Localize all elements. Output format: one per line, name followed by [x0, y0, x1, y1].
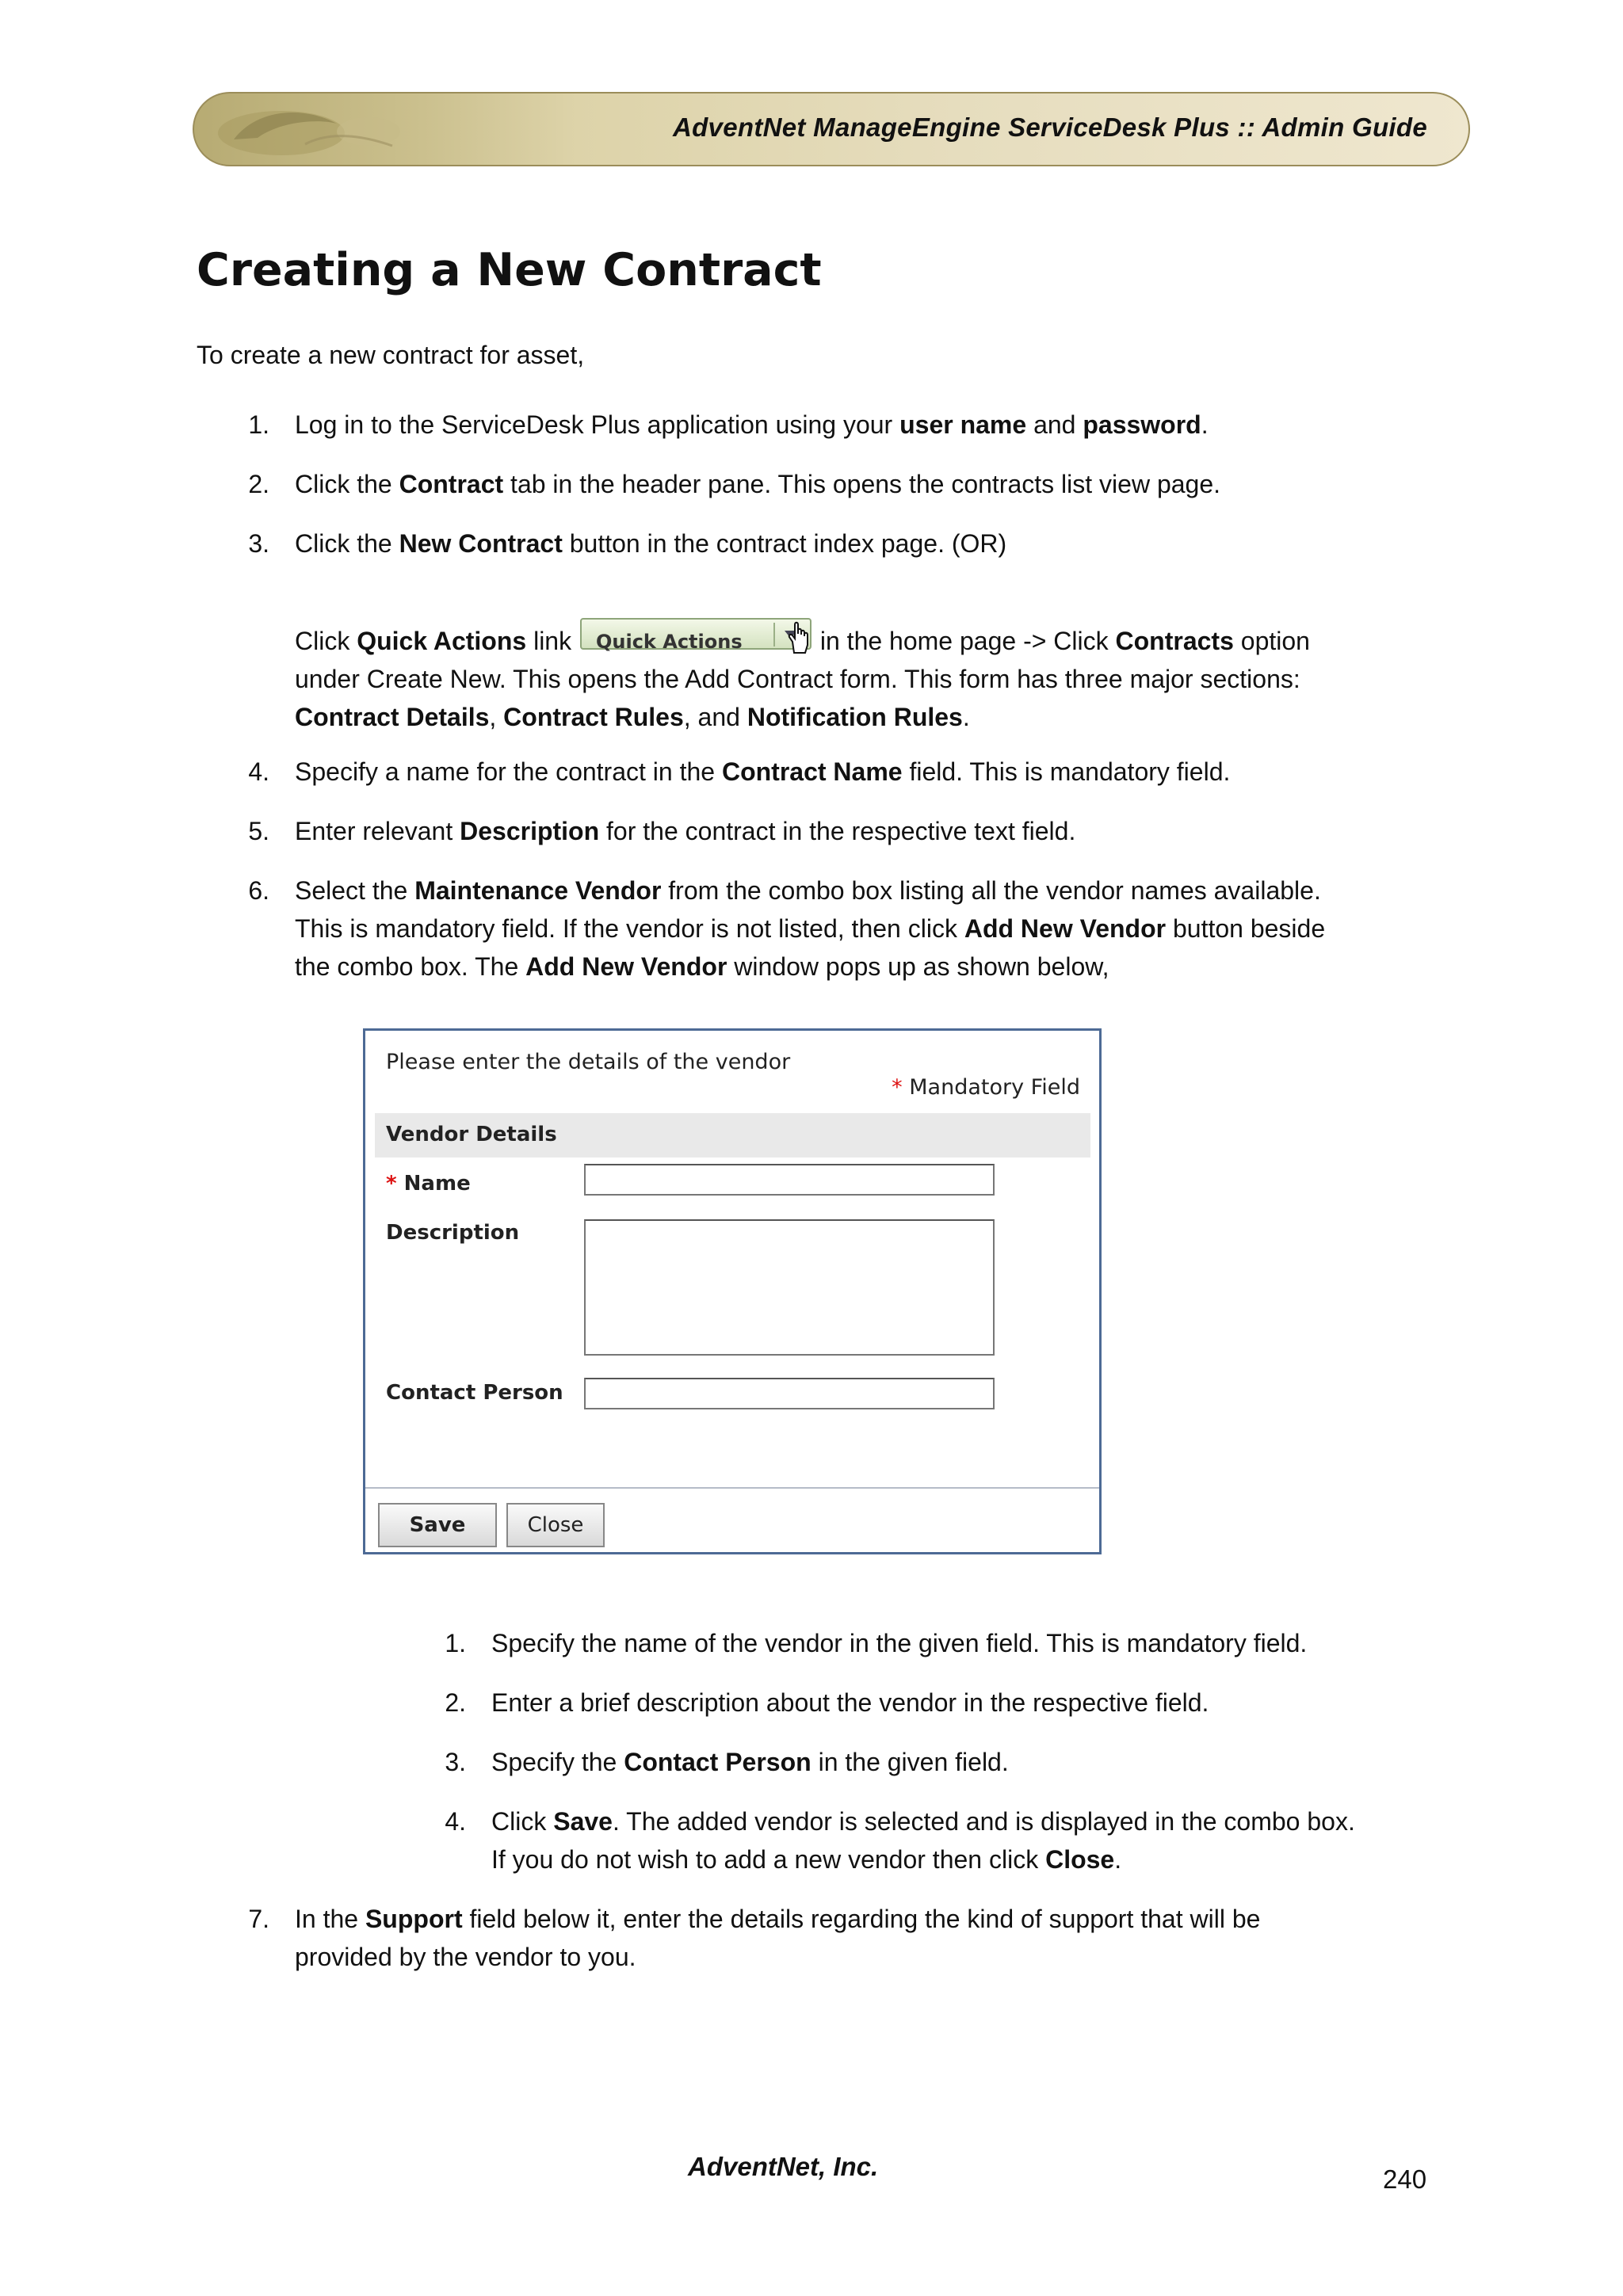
step-3: Click the New Contract button in the contract index page. (OR): [295, 529, 1007, 558]
name-input[interactable]: [584, 1164, 995, 1196]
step-number: 5.: [248, 817, 269, 845]
mandatory-note: * Mandatory Field: [892, 1075, 1080, 1100]
quick-actions-button[interactable]: [580, 618, 812, 654]
quick-actions-label: Quick Actions: [595, 631, 743, 653]
description-textarea[interactable]: [584, 1219, 995, 1356]
decorative-swirl-icon: [210, 100, 416, 160]
step-3-alternative: Click Quick Actions link Quick Actions in the home page -> Click Contracts option under Create New. This opens the Add Contract form. This form has three major sections: Contract Details, Contract Rules, and Notification Rules.: [295, 618, 1452, 736]
footer-company: AdventNet, Inc.: [688, 2152, 879, 2181]
page-number: 240: [1383, 2164, 1427, 2194]
step-number: 7.: [248, 1905, 269, 1933]
step-1: Log in to the ServiceDesk Plus application using your user name and password.: [295, 410, 1209, 439]
step-5: Enter relevant Description for the contract in the respective text field.: [295, 817, 1076, 845]
hand-cursor-icon: [786, 620, 813, 654]
page-title: Creating a New Contract: [197, 244, 822, 296]
dialog-intro: Please enter the details of the vendor: [386, 1050, 791, 1074]
substep-3: Specify the Contact Person in the given field.: [491, 1748, 1009, 1776]
section-header: Vendor Details: [375, 1113, 1090, 1158]
substep-1: Specify the name of the vendor in the given field. This is mandatory field.: [491, 1629, 1308, 1657]
contact-person-label: Contact Person: [386, 1381, 563, 1405]
substep-number: 3.: [445, 1748, 466, 1776]
substep-number: 1.: [445, 1629, 466, 1657]
step-number: 3.: [248, 529, 269, 558]
save-button[interactable]: Save: [378, 1503, 497, 1547]
name-label: * Name: [386, 1172, 471, 1196]
step-number: 2.: [248, 470, 269, 498]
header-banner: [193, 92, 1470, 166]
substep-2: Enter a brief description about the vendor in the respective field.: [491, 1688, 1209, 1717]
step-4: Specify a name for the contract in the Contract Name field. This is mandatory field.: [295, 757, 1231, 786]
substep-4: Click Save. The added vendor is selected and is displayed in the combo box. If you do not wish to add a new vendor then click Close.: [491, 1807, 1355, 1874]
description-label: Description: [386, 1221, 520, 1245]
add-vendor-dialog: [363, 1028, 1102, 1554]
step-7: In the Support field below it, enter the details regarding the kind of support that will be provided by the vendor to you.: [295, 1905, 1261, 1971]
close-button[interactable]: Close: [506, 1503, 605, 1547]
step-2: Click the Contract tab in the header pane. This opens the contracts list view page.: [295, 470, 1221, 498]
step-number: 1.: [248, 410, 269, 439]
guide-title: AdventNet ManageEngine ServiceDesk Plus :: Admin Guide: [672, 113, 1427, 142]
step-6: Select the Maintenance Vendor from the combo box listing all the vendor names available. This is mandatory field. If the vendor is not listed, then click Add New Vendor button beside the combo box. The Add New Vendor window pops up as shown below,: [295, 876, 1326, 981]
intro-text: To create a new contract for asset,: [197, 341, 585, 369]
divider: [365, 1487, 1099, 1489]
step-number: 6.: [248, 876, 269, 905]
contact-person-input[interactable]: [584, 1378, 995, 1409]
substep-number: 2.: [445, 1688, 466, 1717]
substep-number: 4.: [445, 1807, 466, 1836]
step-number: 4.: [248, 757, 269, 786]
